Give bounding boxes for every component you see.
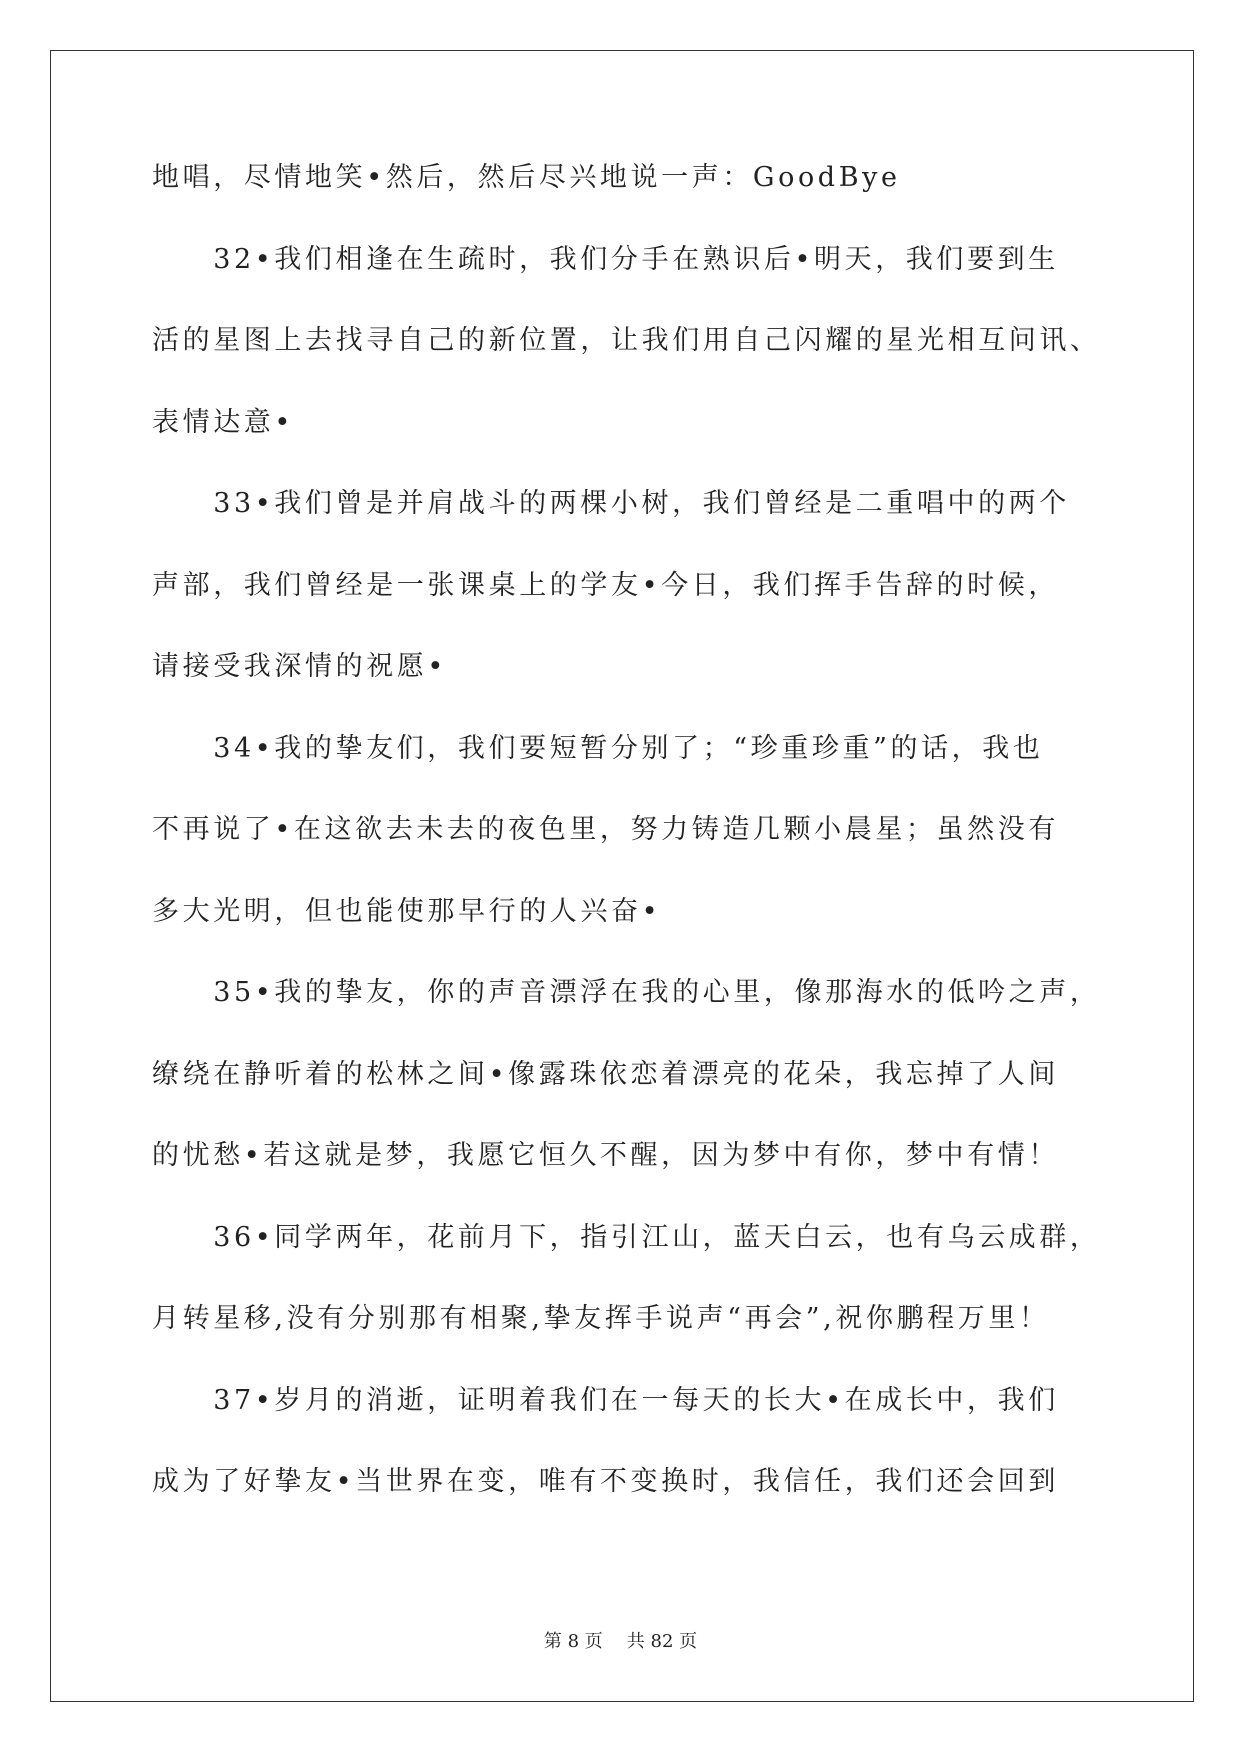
text-line: 声部，我们曾经是一张课桌上的学友•今日，我们挥手告辞的时候， [152,569,1059,601]
document-body [152,158,1112,1544]
text-line: 35•我的挚友，你的声音漂浮在我的心里，像那海水的低吟之声， [152,977,1101,1008]
text-line: 32•我们相逢在生疏时，我们分手在熟识后•明天，我们要到生 [152,243,1059,275]
text-line: 地唱，尽情地笑•然后，然后尽兴地说一声：GoodBye [152,162,901,193]
text-line: 34•我的挚友们，我们要短暂分别了；“珍重珍重”的话，我也 [152,732,1044,764]
text-line: 33•我们曾是并肩战斗的两棵小树，我们曾经是二重唱中的两个 [152,488,1070,519]
text-line: 36•同学两年，花前月下，指引江山，蓝天白云，也有乌云成群， [152,1221,1101,1253]
text-line: 请接受我深情的祝愿• [152,651,447,682]
text-line: 不再说了•在这欲去未去的夜色里，努力铸造几颗小晨星；虽然没有 [152,814,1059,845]
text-line: 缭绕在静听着的松林之间•像露珠依恋着漂亮的花朵，我忘掉了人间 [152,1058,1059,1090]
text-line: 37•岁月的消逝，证明着我们在一每天的长大•在成长中，我们 [152,1384,1059,1416]
text-line: 多大光明，但也能使那早行的人兴奋• [152,895,662,927]
text-line: 成为了好挚友•当世界在变，唯有不变换时，我信任，我们还会回到 [152,1466,1059,1497]
text-line: 月转星移,没有分别那有相聚,挚友挥手说声“再会”,祝你鹏程万里！ [152,1303,1050,1334]
current-page-number: 第 8 页 [543,1631,603,1652]
text-line: 活的星图上去找寻自己的新位置，让我们用自己闪耀的星光相互问讯、 [152,325,1101,356]
page-footer [0,1630,1241,1654]
total-page-count: 共 82 页 [626,1631,698,1652]
text-line: 的忧愁•若这就是梦，我愿它恒久不醒，因为梦中有你，梦中有情！ [152,1140,1059,1171]
text-line: 表情达意• [152,406,294,438]
